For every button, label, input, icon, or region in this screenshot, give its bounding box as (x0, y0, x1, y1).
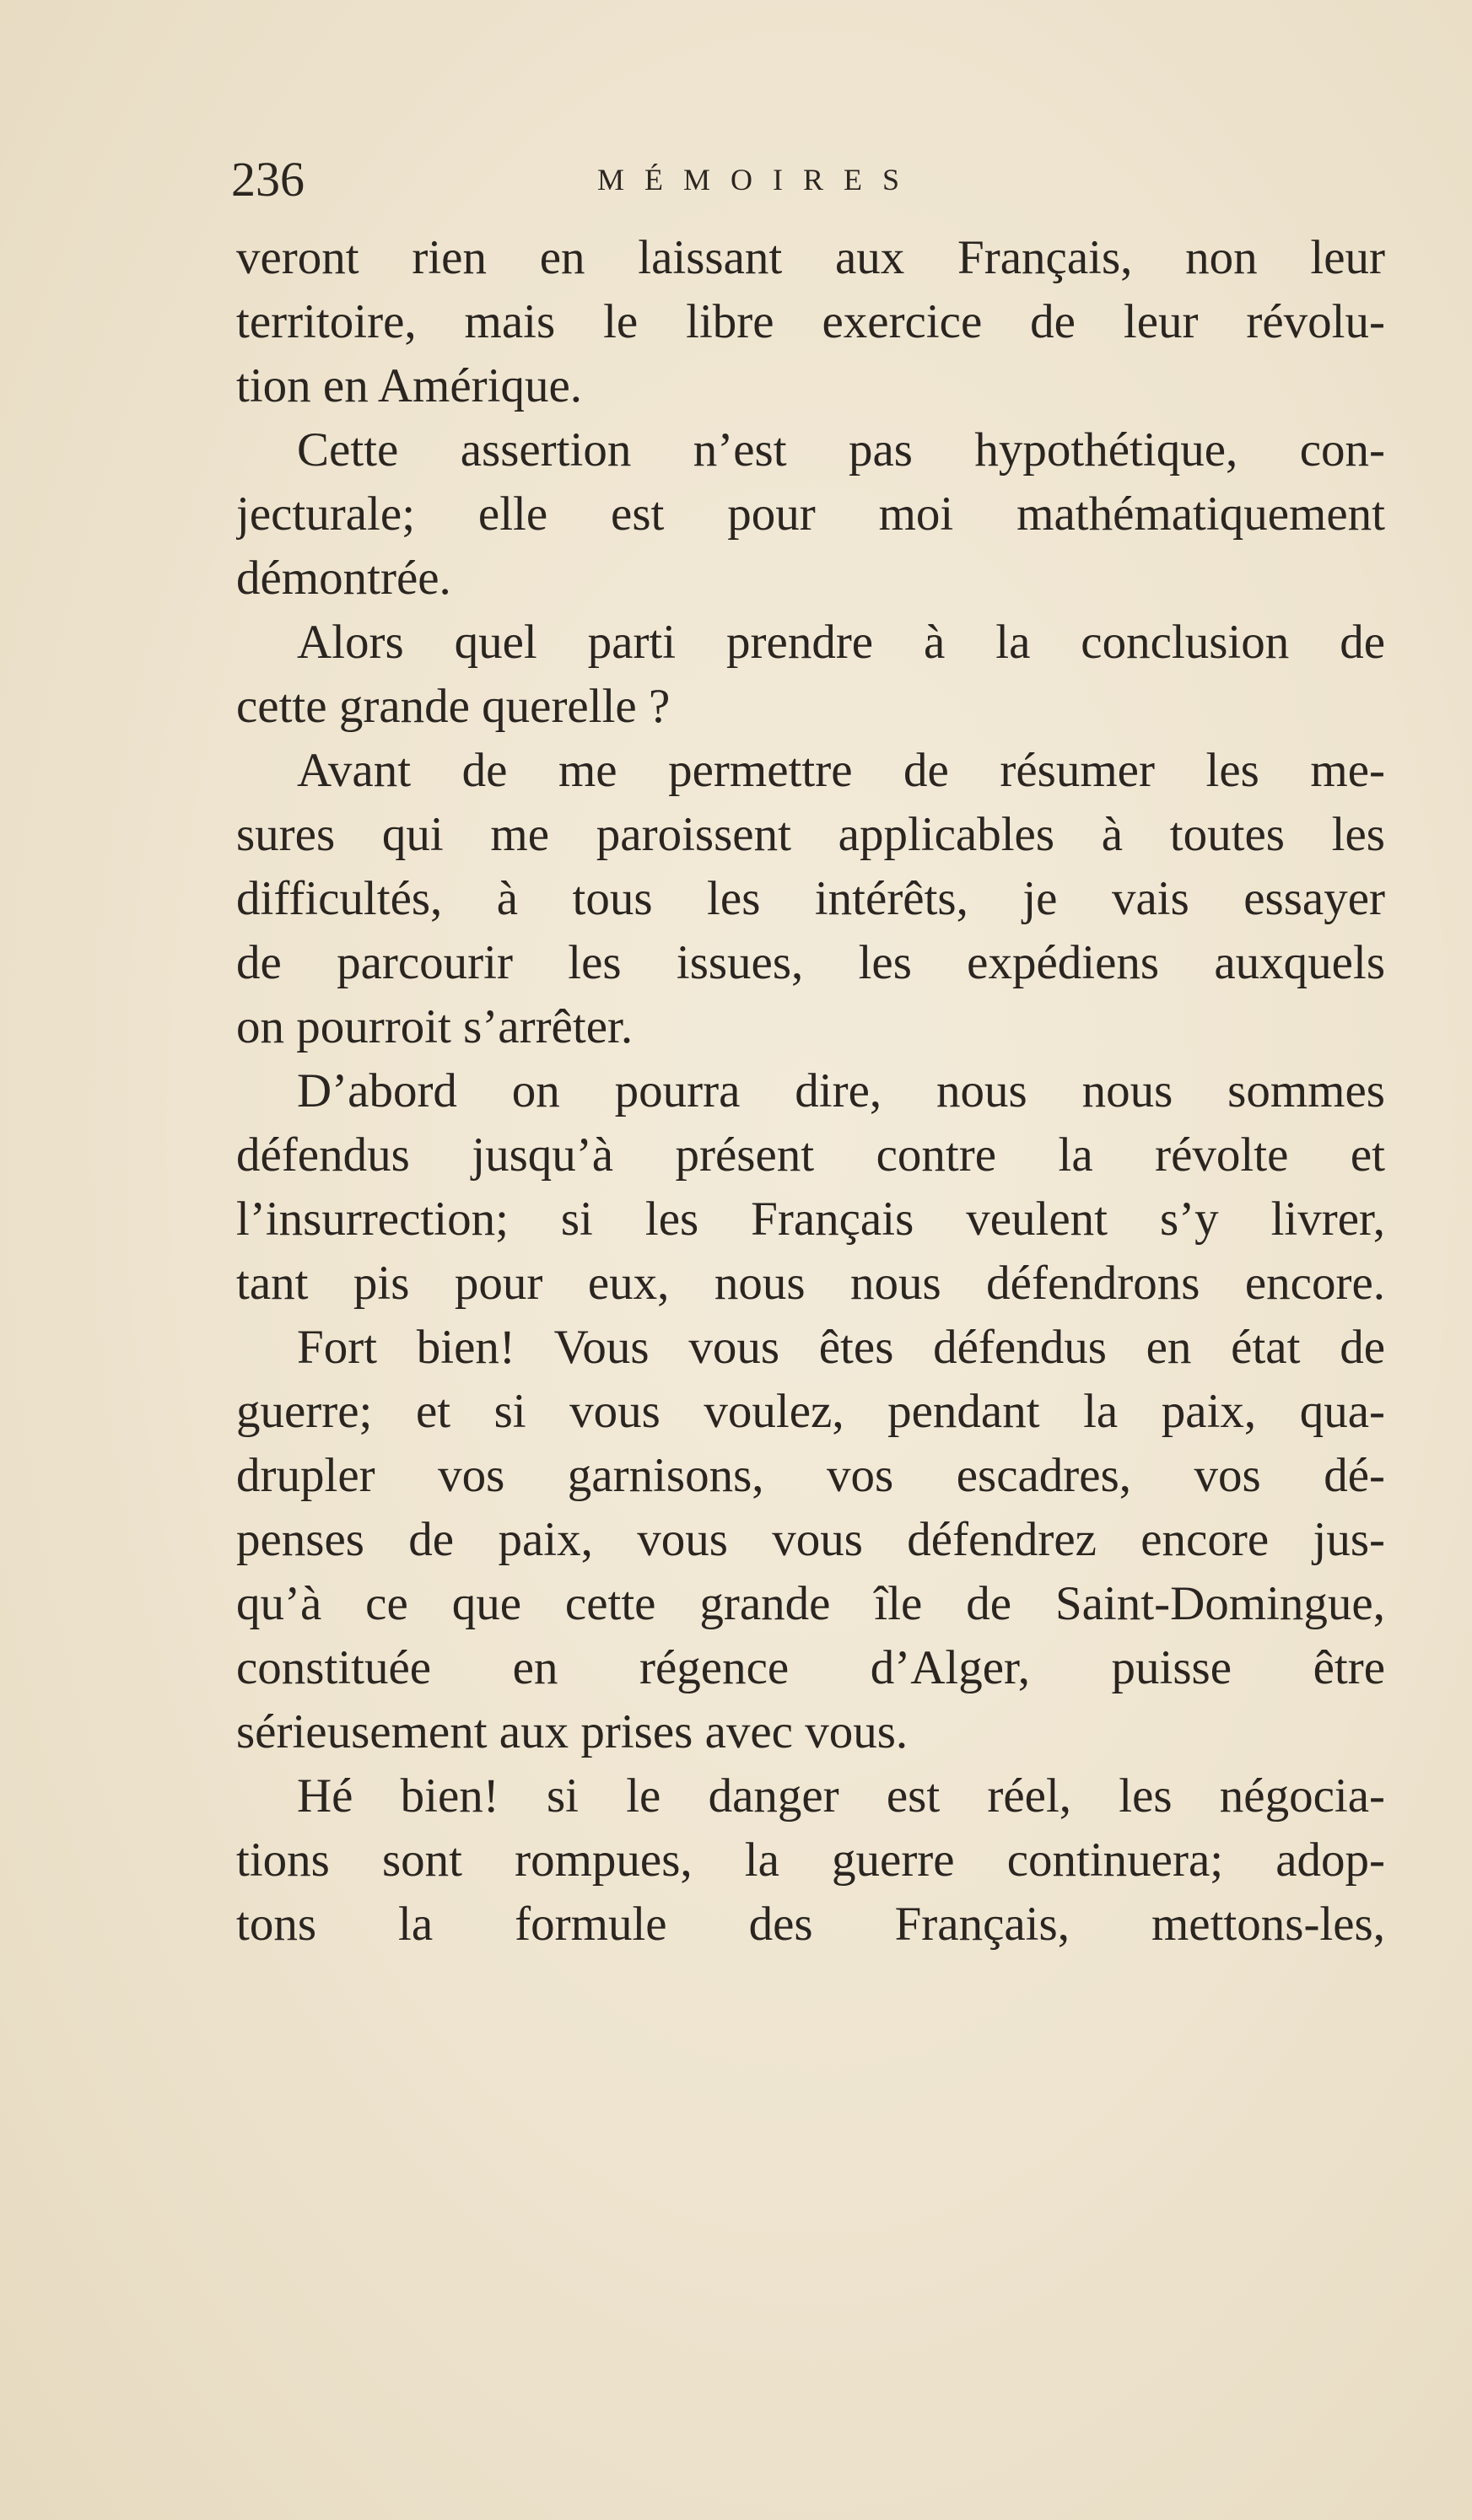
text-line: drupler vos garnisons, vos escadres, vos dé- (236, 1449, 1385, 1502)
text-line: l’insurrection; si les Français veulent s’y livrer, (236, 1193, 1385, 1246)
page-number: 236 (231, 152, 305, 207)
paragraph-start-line: Cette assertion n’est pas hypothétique, con- (297, 423, 1385, 477)
paragraph-start-line: Avant de me permettre de résumer les me- (297, 744, 1385, 797)
running-title: MÉMOIRES (597, 163, 920, 197)
text-line: sures qui me paroissent applicables à toutes les (236, 808, 1385, 861)
paragraph-start-line: Hé bien! si le danger est réel, les négocia- (297, 1769, 1385, 1823)
text-line: tant pis pour eux, nous nous défendrons encore. (236, 1257, 1385, 1310)
paragraph-start-line: Alors quel parti prendre à la conclusion de (297, 616, 1385, 669)
text-line: veront rien en laissant aux Français, non leur (236, 231, 1385, 284)
text-line: difficultés, à tous les intérêts, je vais essayer (236, 872, 1385, 925)
text-line: on pourroit s’arrêter. (236, 1000, 634, 1053)
text-line: jecturale; elle est pour moi mathématiquement (236, 487, 1385, 541)
text-line: tons la formule des Français, mettons-les, (236, 1898, 1385, 1951)
body-text (236, 226, 1385, 1957)
paragraph-start-line: D’abord on pourra dire, nous nous sommes (297, 1064, 1385, 1117)
text-line: tions sont rompues, la guerre continuera; adop- (236, 1833, 1385, 1887)
paragraph-start-line: Fort bien! Vous vous êtes défendus en état de (297, 1321, 1385, 1374)
text-line: guerre; et si vous voulez, pendant la paix, qua- (236, 1385, 1385, 1438)
text-line: tion en Amérique. (236, 359, 582, 412)
text-line: défendus jusqu’à présent contre la révolte et (236, 1128, 1385, 1182)
text-line: démontrée. (236, 552, 451, 605)
text-line: constituée en régence d’Alger, puisse être (236, 1641, 1385, 1694)
text-line: penses de paix, vous vous défendrez encore jus- (236, 1513, 1385, 1566)
text-line: sérieusement aux prises avec vous. (236, 1705, 909, 1758)
text-line: de parcourir les issues, les expédiens auxquels (236, 936, 1385, 989)
text-line: cette grande querelle ? (236, 680, 671, 733)
text-line: qu’à ce que cette grande île de Saint-Domingue, (236, 1577, 1385, 1630)
page-header (231, 142, 1395, 218)
text-line: territoire, mais le libre exercice de leur révolu- (236, 295, 1385, 348)
